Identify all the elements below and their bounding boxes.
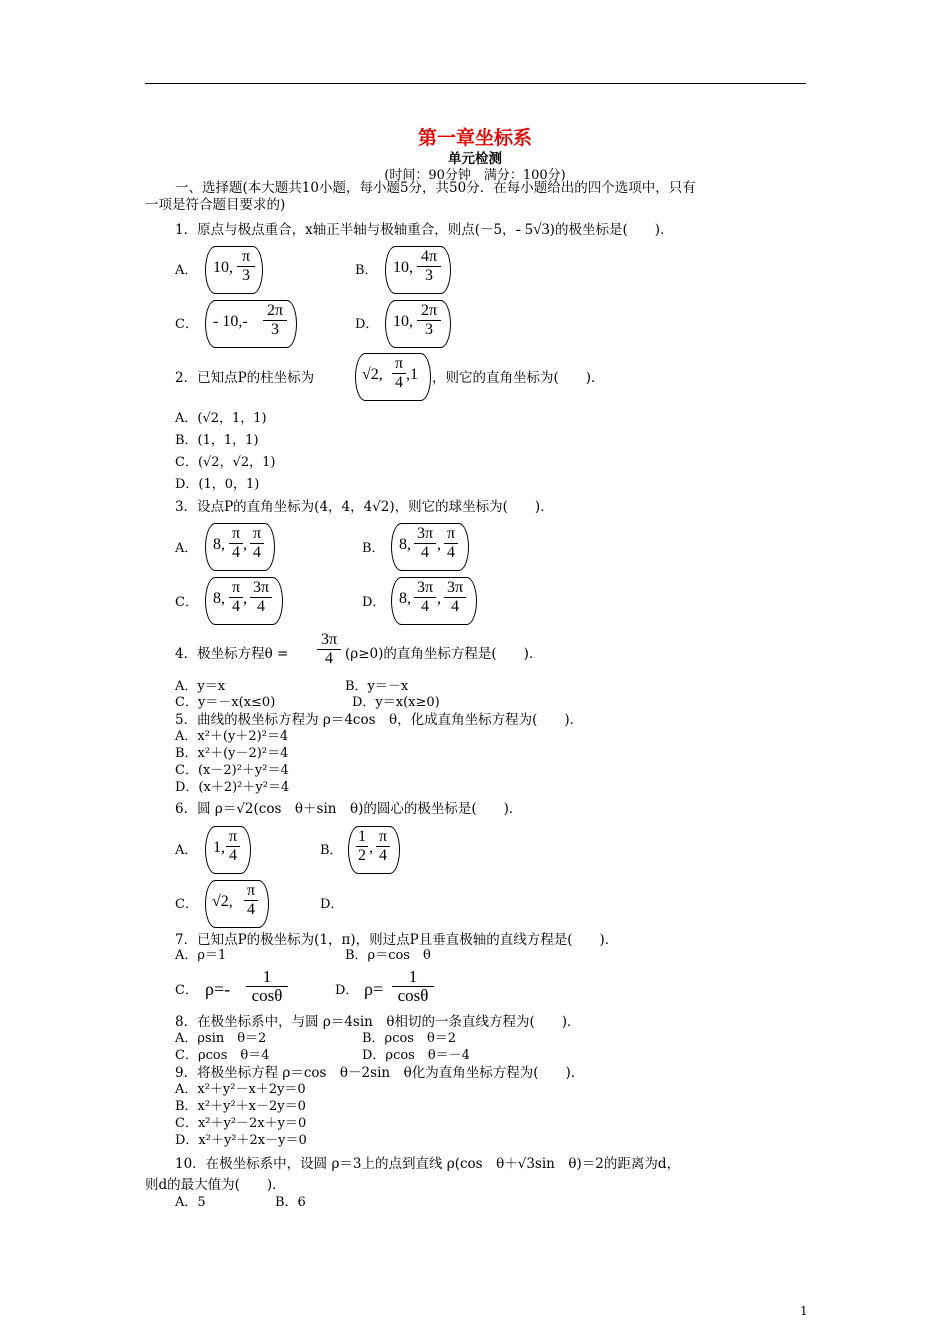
q8-option-a: A．ρsin θ＝2 — [175, 1031, 267, 1046]
q3-option-c-value: 8, — [213, 590, 225, 607]
q6-option-a-label: A． — [175, 843, 198, 858]
q6-option-b-frac1: $\frac{1}{2}$ — [358, 828, 366, 864]
question-4-text2: (ρ≥0)的直角坐标方程是( )． — [345, 646, 543, 662]
q2-option-c: C．(√2，√2，1) — [175, 455, 276, 470]
q5-option-a: A．x²＋(y＋2)²＝4 — [175, 729, 289, 744]
q9-option-c: C．x²＋y²－2x＋y＝0 — [175, 1116, 307, 1131]
q7-option-c-lhs: ρ=- — [205, 979, 231, 999]
q6-option-b-frac2: $\frac{\pi}{4}$ — [376, 828, 390, 865]
q4-option-b: B．y＝－x — [345, 679, 409, 694]
q3-option-d-comma: , — [437, 590, 441, 607]
question-1 — [175, 221, 673, 239]
q1-option-c-value: - 10,- — [213, 313, 248, 330]
q4-fraction: $\frac{3\pi}{4}$ — [317, 631, 341, 668]
q2-option-b: B．(1，1，1) — [175, 433, 259, 448]
question-2-text2: ，则它的直角坐标为( )． — [432, 370, 605, 386]
q7-option-c-label: C． — [175, 983, 198, 998]
unit-subtitle: 单元检测 — [448, 151, 502, 167]
q9-option-a: A．x²＋y²－x＋2y＝0 — [175, 1082, 306, 1097]
q4-option-d: D．y＝x(x≥0) — [352, 695, 440, 710]
section-heading-cont: 一项是符合题目要求的) — [145, 197, 286, 213]
q7-option-b: B．ρ＝cos θ — [345, 948, 431, 963]
question-2-text: 2．已知点P的柱坐标为 — [175, 370, 315, 386]
q7-option-d-fraction: $\frac{1}{\cos\theta}$ — [392, 968, 434, 1005]
question-10-text: 10．在极坐标系中，设圆 ρ＝3上的点到直线 ρ(cos θ＋√3sin θ)＝2的距离为d， — [175, 1156, 680, 1172]
q10-option-b: B．6 — [275, 1195, 306, 1210]
q8-option-b: B．ρcos θ＝2 — [362, 1031, 457, 1046]
q3-option-d-frac2: $\frac{3\pi}{4}$ — [444, 579, 466, 616]
q1-option-d-value: 10, — [393, 313, 413, 330]
q7-option-c-fraction: $\frac{1}{\cos\theta}$ — [246, 968, 288, 1005]
q2-option-d: D．(1，0，1) — [175, 477, 260, 492]
q6-option-d-label: D． — [320, 897, 344, 912]
q3-option-c-frac2: $\frac{3\pi}{4}$ — [250, 579, 272, 616]
q6-option-c-label: C． — [175, 897, 198, 912]
q1-option-d-label: D． — [355, 317, 379, 332]
q3-option-b-comma: , — [437, 536, 441, 553]
q8-option-c: C．ρcos θ＝4 — [175, 1048, 270, 1063]
q2-coord-a: √2, — [362, 366, 383, 383]
q3-option-d-label: D． — [362, 595, 386, 610]
q1-option-c-fraction: $\frac{2\pi}{3}$ — [263, 302, 287, 339]
question-10-text2: 则d的最大值为( )． — [145, 1177, 286, 1193]
q3-option-a-frac2: $\frac{\pi}{4}$ — [250, 525, 264, 562]
q9-option-b: B．x²＋y²＋x－2y＝0 — [175, 1099, 306, 1114]
section-heading: 一、选择题(本大题共10小题，每小题5分，共50分．在每小题给出的四个选项中，只有 — [175, 180, 696, 196]
question-8-text: 8．在极坐标系中，与圆 ρ＝4sin θ相切的一条直线方程为( )． — [175, 1014, 581, 1030]
q2-coord-b: ,1 — [406, 366, 418, 383]
question-6-text: 6．圆 ρ＝√2(cos θ＋sin θ)的圆心的极坐标是( )． — [175, 801, 523, 817]
page-number: 1 — [800, 1304, 808, 1318]
question-3-text: 3．设点P的直角坐标为(4，4，4√2)，则它的球坐标为( )． — [175, 499, 554, 515]
q2-coord-fraction: $\frac{\pi}{4}$ — [392, 355, 406, 392]
q10-option-a: A．5 — [175, 1195, 206, 1210]
q3-option-b-frac2: $\frac{\pi}{4}$ — [444, 525, 458, 562]
q6-option-a-fraction: $\frac{\pi}{4}$ — [226, 828, 240, 865]
q3-option-a-label: A． — [175, 541, 198, 556]
q3-option-d-frac1: $\frac{3\pi}{4}$ — [414, 579, 436, 616]
q3-option-d-value: 8, — [399, 590, 411, 607]
header-rule — [145, 83, 806, 84]
q3-option-c-frac1: $\frac{\pi}{4}$ — [229, 579, 243, 616]
q1-option-c-label: C． — [175, 317, 198, 332]
question-1-point: - 5√3 — [515, 221, 550, 238]
q1-option-b-value: 10, — [393, 259, 413, 276]
q7-option-d-lhs: ρ= — [364, 979, 384, 999]
q7-option-a: A．ρ＝1 — [175, 948, 227, 963]
q8-option-d: D．ρcos θ＝－4 — [362, 1048, 470, 1063]
q6-option-a-value: 1, — [213, 839, 225, 856]
q3-option-b-frac1: $\frac{3\pi}{4}$ — [414, 525, 436, 562]
q3-option-a-comma: , — [243, 536, 247, 553]
question-1-text: 1．原点与极点重合，x轴正半轴与极轴重合，则点(－5， — [175, 222, 516, 238]
question-5-text: 5．曲线的极坐标方程为 ρ＝4cos θ，化成直角坐标方程为( )． — [175, 712, 584, 728]
q6-option-b-label: B． — [320, 843, 343, 858]
q3-option-a-frac1: $\frac{\pi}{4}$ — [229, 525, 243, 562]
q1-option-b-fraction: $\frac{4\pi}{3}$ — [417, 248, 441, 285]
q6-option-c-fraction: $\frac{\pi}{4}$ — [244, 882, 258, 919]
q4-option-c: C．y＝－x(x≤0) — [175, 695, 276, 710]
q6-option-c-value: √2, — [212, 893, 233, 910]
q1-option-a-label: A． — [175, 263, 198, 278]
q5-option-b: B．x²＋(y－2)²＝4 — [175, 746, 289, 761]
q5-option-d: D．(x＋2)²＋y²＝4 — [175, 780, 290, 795]
q3-option-b-value: 8, — [399, 536, 411, 553]
question-1-text2: )的极坐标是( )． — [549, 222, 674, 238]
q7-option-d-label: D． — [335, 983, 359, 998]
q3-option-a-value: 8, — [213, 536, 225, 553]
q4-option-a: A．y＝x — [175, 679, 226, 694]
question-9-text: 9．将极坐标方程 ρ＝cos θ－2sin θ化为直角坐标方程为( )． — [175, 1065, 585, 1081]
q3-option-c-comma: , — [243, 590, 247, 607]
q3-option-b-label: B． — [362, 541, 385, 556]
question-7-text: 7．已知点P的极坐标为(1，π)，则过点P且垂直极轴的直线方程是( )． — [175, 932, 619, 948]
q1-option-d-fraction: $\frac{2\pi}{3}$ — [417, 302, 441, 339]
q9-option-d: D．x²＋y²＋2x－y＝0 — [175, 1133, 307, 1148]
chapter-title: 第一章坐标系 — [417, 127, 532, 149]
q6-option-b-comma: , — [369, 839, 373, 856]
question-4-text: 4．极坐标方程θ = — [175, 646, 289, 662]
q3-option-c-label: C． — [175, 595, 198, 610]
q2-option-a: A．(√2，1，1) — [175, 411, 267, 426]
exam-time-info: (时间：90分钟 满分：100分) — [384, 168, 566, 183]
q1-option-b-label: B． — [355, 263, 378, 278]
q1-option-a-fraction: $\frac{\pi}{3}$ — [237, 248, 255, 285]
q1-option-a-value: 10, — [213, 259, 233, 276]
q5-option-c: C．(x－2)²＋y²＝4 — [175, 763, 289, 778]
